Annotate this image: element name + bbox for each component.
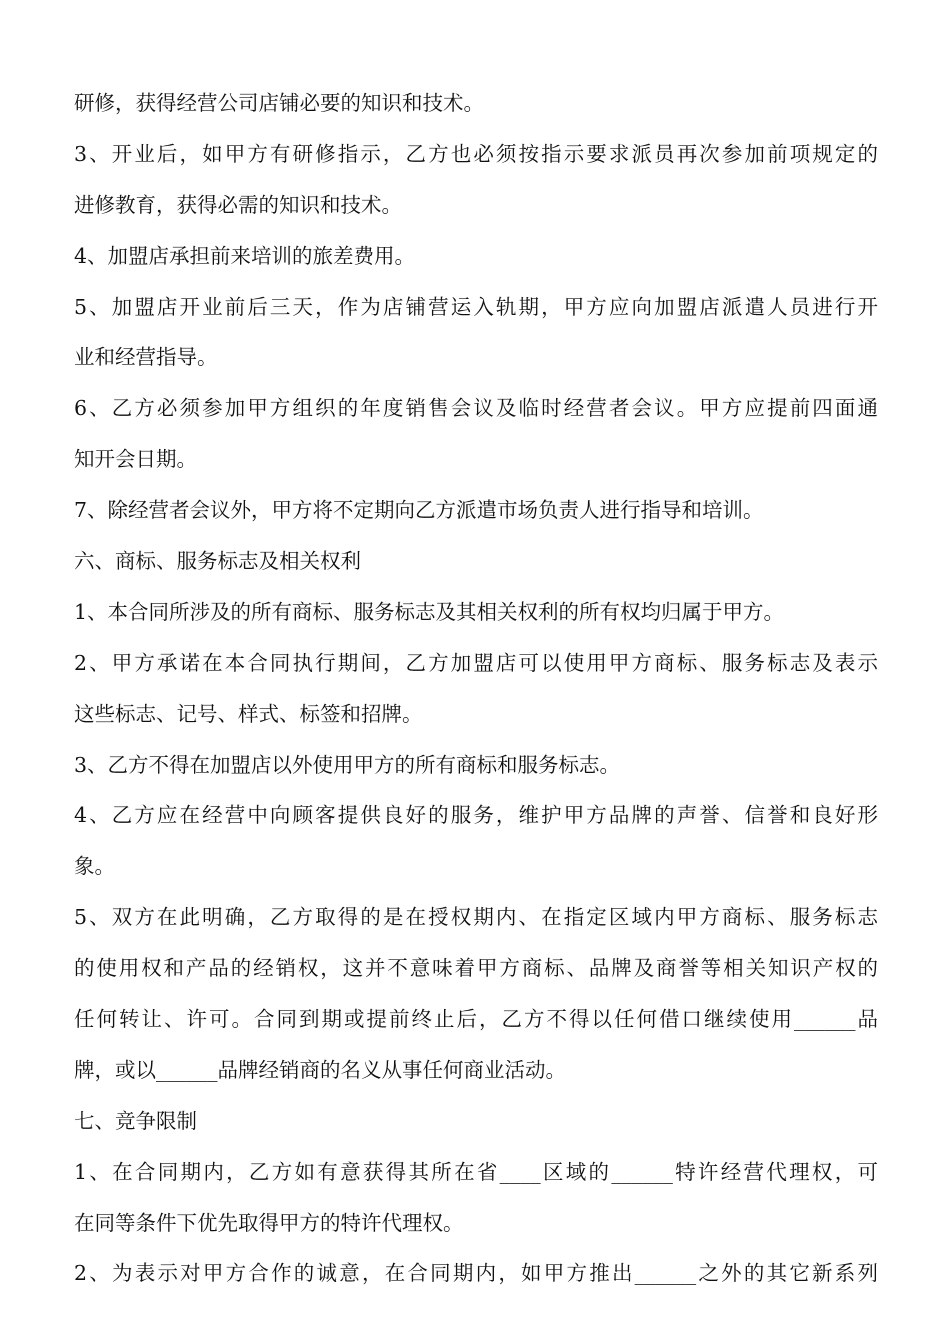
text-line: 业和经营指导。 xyxy=(74,345,218,370)
text-line: 7、除经营者会议外，甲方将不定期向乙方派遣市场负责人进行指导和培训。 xyxy=(74,498,764,523)
text-line: 研修，获得经营公司店铺必要的知识和技术。 xyxy=(74,91,484,115)
text-line: 1、在合同期内，乙方如有意获得其所在省____区域的______特许经营代理权，可 xyxy=(74,1159,878,1184)
section-heading: 七、竞争限制 xyxy=(74,1108,197,1133)
text-line: 进修教育，获得必需的知识和技术。 xyxy=(74,192,402,217)
text-line: 知开会日期。 xyxy=(74,447,197,472)
text-line: 1、本合同所涉及的所有商标、服务标志及其相关权利的所有权均归属于甲方。 xyxy=(74,599,785,624)
text-line: 6、乙方必须参加甲方组织的年度销售会议及临时经营者会议。甲方应提前四面通 xyxy=(74,396,878,421)
text-line: 牌，或以______品牌经销商的名义从事任何商业活动。 xyxy=(74,1057,566,1082)
text-line: 4、加盟店承担前来培训的旅差费用。 xyxy=(74,243,416,268)
text-line: 2、为表示对甲方合作的诚意，在合同期内，如甲方推出______之外的其它新系列 xyxy=(74,1261,878,1286)
text-line: 5、加盟店开业前后三天，作为店铺营运入轨期，甲方应向加盟店派遣人员进行开 xyxy=(74,294,878,319)
text-line: 的使用权和产品的经销权，这并不意味着甲方商标、品牌及商誉等相关知识产权的 xyxy=(74,956,878,981)
text-line: 这些标志、记号、样式、标签和招牌。 xyxy=(74,701,423,726)
text-line: 任何转让、许可。合同到期或提前终止后，乙方不得以任何借口继续使用______品 xyxy=(74,1007,878,1032)
document-page xyxy=(74,78,878,1299)
section-heading: 六、商标、服务标志及相关权利 xyxy=(74,549,361,574)
text-line: 3、乙方不得在加盟店以外使用甲方的所有商标和服务标志。 xyxy=(74,752,621,777)
text-line: 2、甲方承诺在本合同执行期间，乙方加盟店可以使用甲方商标、服务标志及表示 xyxy=(74,650,878,675)
text-line: 3、开业后，如甲方有研修指示，乙方也必须按指示要求派员再次参加前项规定的 xyxy=(74,141,878,166)
text-line: 在同等条件下优先取得甲方的特许代理权。 xyxy=(74,1210,464,1235)
text-line: 5、双方在此明确，乙方取得的是在授权期内、在指定区域内甲方商标、服务标志 xyxy=(74,905,878,930)
text-line: 4、乙方应在经营中向顾客提供良好的服务，维护甲方品牌的声誉、信誉和良好形 xyxy=(74,803,878,828)
text-line: 象。 xyxy=(74,854,115,879)
